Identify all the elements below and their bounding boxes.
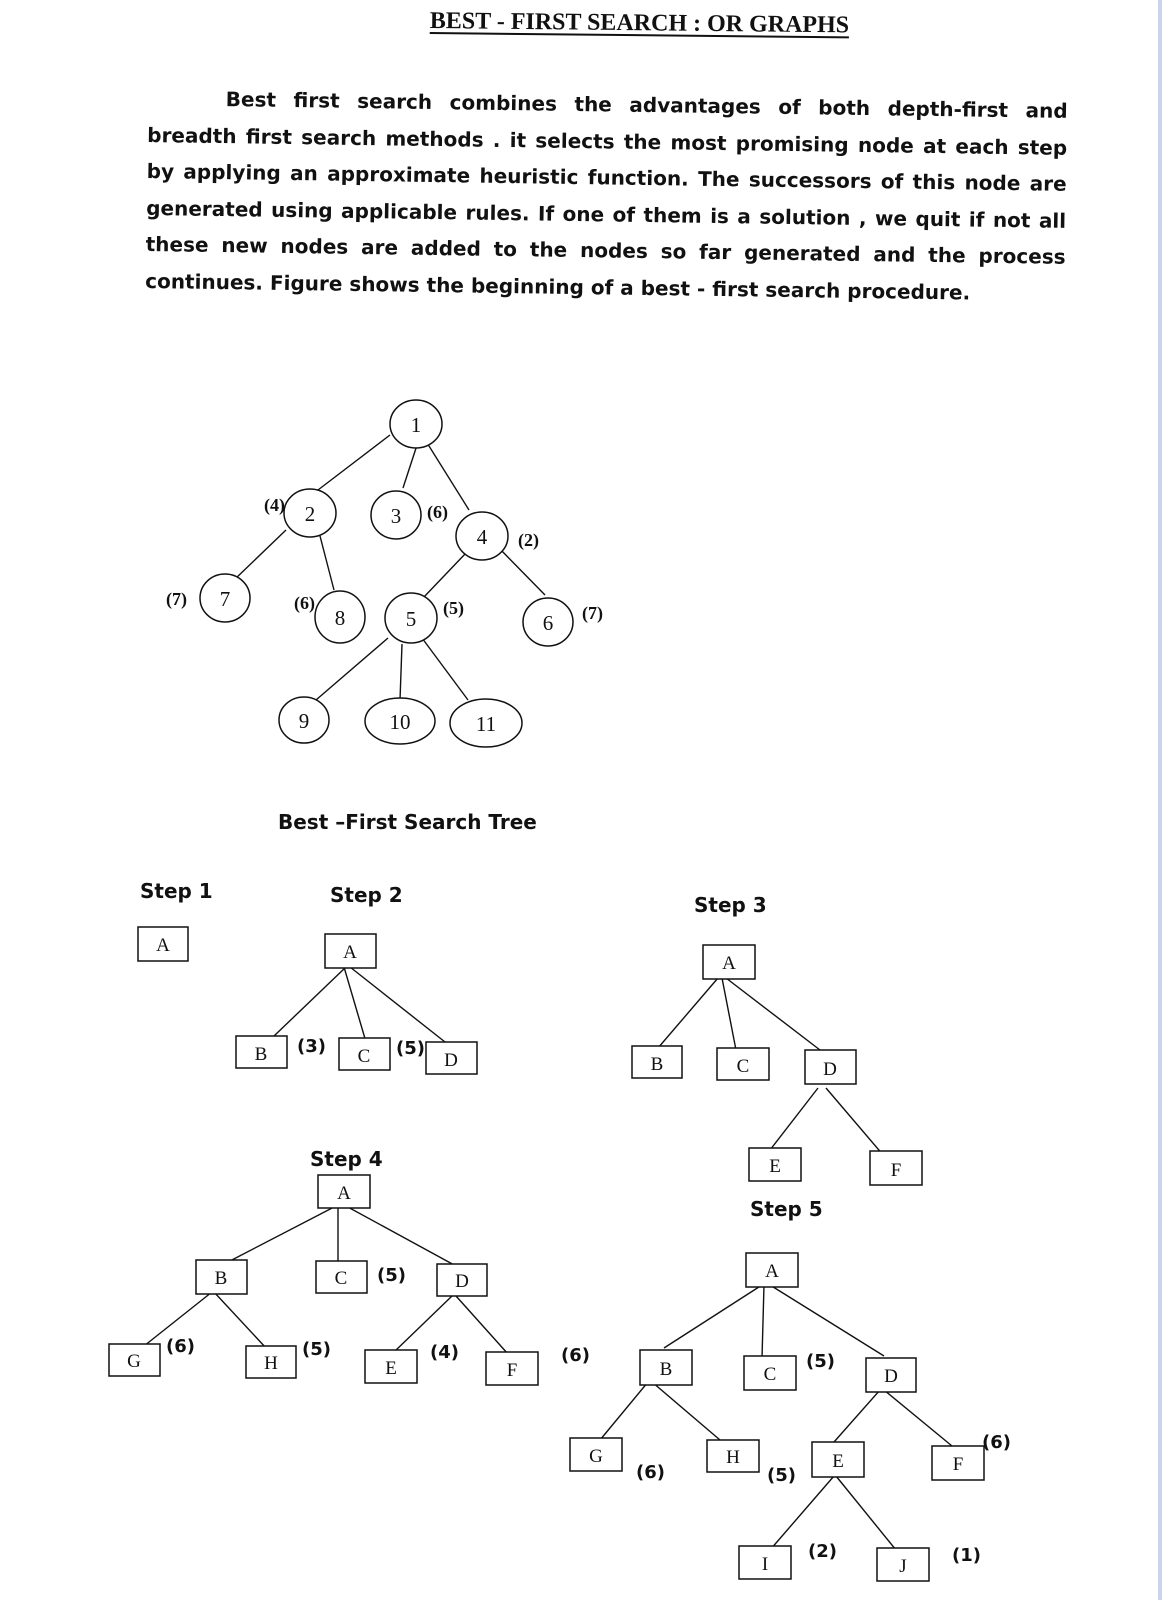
tree-edge xyxy=(350,967,445,1042)
step-label: Step 1 xyxy=(140,879,213,903)
graph-cost: (4) xyxy=(264,495,285,515)
tree-node-label: H xyxy=(726,1447,740,1468)
tree-edge xyxy=(722,978,736,1050)
tree-node-label: G xyxy=(589,1446,603,1467)
tree-node-label: B xyxy=(254,1044,268,1065)
tree-node-label: A xyxy=(722,953,736,974)
tree-edge xyxy=(836,1476,896,1550)
tree-node-label: J xyxy=(899,1556,907,1577)
tree-cost: (4) xyxy=(430,1342,459,1363)
tree-node-label: A xyxy=(343,942,357,963)
page-title: BEST - FIRST SEARCH : OR GRAPHS xyxy=(429,8,850,39)
graph-node-label: 11 xyxy=(475,712,497,736)
tree-edge xyxy=(884,1390,952,1446)
tree-cost: (5) xyxy=(396,1038,425,1059)
graph-cost: (6) xyxy=(427,502,448,522)
tree-edge xyxy=(762,1285,764,1358)
graph-cost: (7) xyxy=(582,603,603,623)
graph-edge xyxy=(423,553,466,598)
graph-node-label: 3 xyxy=(390,504,402,528)
scan-edge xyxy=(1158,0,1162,1600)
step-label: Step 5 xyxy=(750,1197,823,1221)
tree-edge xyxy=(600,1382,648,1440)
graph-edge xyxy=(424,438,469,510)
graph-edge xyxy=(400,644,402,700)
tree-edge xyxy=(770,1285,884,1356)
tree-cost: (3) xyxy=(297,1036,326,1057)
tree-edge xyxy=(456,1296,508,1354)
tree-cost: (5) xyxy=(377,1265,406,1286)
graph-edge xyxy=(498,547,545,595)
tree-node-label: D xyxy=(455,1271,469,1292)
graph-node-label: 2 xyxy=(304,502,316,526)
tree-edge xyxy=(770,1088,818,1150)
tree-node-label: C xyxy=(736,1056,750,1077)
step-label: Step 2 xyxy=(330,883,403,907)
tree-node-label: I xyxy=(761,1554,769,1575)
graph-node-label: 1 xyxy=(410,413,422,437)
step-label: Step 4 xyxy=(310,1147,383,1171)
tree-edge xyxy=(228,1206,336,1262)
graph-cost: (6) xyxy=(294,593,315,613)
tree-node-label: E xyxy=(385,1358,397,1379)
graph-cost: (2) xyxy=(518,530,539,550)
tree-node-label: F xyxy=(952,1454,964,1475)
tree-node-label: E xyxy=(832,1451,844,1472)
or-graph xyxy=(166,400,603,747)
tree-cost: (6) xyxy=(561,1345,590,1366)
step-5 xyxy=(570,1197,1011,1581)
step-1 xyxy=(138,879,213,961)
step-2 xyxy=(236,883,477,1074)
tree-edge xyxy=(344,967,366,1042)
tree-node-label: D xyxy=(884,1366,898,1387)
tree-node-label: C xyxy=(334,1268,348,1289)
tree-node-label: B xyxy=(214,1268,228,1289)
tree-node-label: D xyxy=(444,1050,458,1071)
tree-node-label: D xyxy=(823,1059,837,1080)
tree-node-label: F xyxy=(890,1160,902,1181)
graph-node-label: 4 xyxy=(476,525,488,549)
tree-cost: (2) xyxy=(808,1541,837,1562)
graph-edge xyxy=(234,530,286,580)
tree-edge xyxy=(826,1088,884,1156)
tree-cost: (6) xyxy=(636,1462,665,1483)
tree-edge xyxy=(834,1390,880,1442)
graph-cost: (5) xyxy=(443,598,464,618)
tree-edge xyxy=(274,967,346,1036)
tree-node-label: A xyxy=(765,1261,779,1282)
graph-edge xyxy=(403,442,418,488)
tree-edge xyxy=(658,978,718,1048)
step-label: Step 3 xyxy=(694,893,767,917)
tree-cost: (6) xyxy=(166,1336,195,1357)
tree-caption: Best –First Search Tree xyxy=(278,810,537,834)
tree-cost: (5) xyxy=(767,1465,796,1486)
tree-node-label: A xyxy=(156,935,170,956)
graph-edge xyxy=(422,638,468,700)
graph-edge xyxy=(320,536,334,590)
tree-cost: (1) xyxy=(952,1545,981,1566)
tree-node-label: C xyxy=(763,1364,777,1385)
step-4 xyxy=(109,1147,590,1385)
graph-node-label: 7 xyxy=(219,587,231,611)
tree-node-label: B xyxy=(659,1359,673,1380)
intro-paragraph: Best first search combines the advantages of both depth-first and breadth first search methods . it selects the most promising node at each step by applying an approximate heuristic function. The successors of this node are generated using applicable rules. If one of them is a solution , we quit if not all these new nodes are added to the nodes so far generated and the process continues. Figure shows the beginning of a best - first search procedure. xyxy=(145,87,1068,304)
tree-cost: (6) xyxy=(982,1432,1011,1453)
tree-node-label: H xyxy=(264,1353,278,1374)
graph-edge xyxy=(309,638,388,706)
graph-node-label: 9 xyxy=(298,709,310,733)
tree-edge xyxy=(346,1206,456,1266)
graph-node-label: 6 xyxy=(542,611,554,635)
tree-cost: (5) xyxy=(806,1351,835,1372)
tree-node-label: F xyxy=(506,1360,518,1381)
tree-edge xyxy=(214,1292,266,1348)
tree-node-label: A xyxy=(337,1183,351,1204)
tree-node-label: E xyxy=(769,1156,781,1177)
step-3 xyxy=(632,893,922,1185)
tree-edge xyxy=(770,1476,834,1550)
graph-node-label: 8 xyxy=(334,606,346,630)
graph-node-label: 10 xyxy=(389,710,411,734)
tree-edge xyxy=(652,1382,720,1440)
tree-edge xyxy=(664,1285,762,1348)
tree-edge xyxy=(726,978,820,1050)
graph-node-label: 5 xyxy=(405,607,417,631)
tree-node-label: B xyxy=(650,1054,664,1075)
tree-node-label: G xyxy=(127,1351,141,1372)
graph-edge xyxy=(318,435,390,490)
graph-cost: (7) xyxy=(166,589,187,609)
tree-cost: (5) xyxy=(302,1339,331,1360)
tree-node-label: C xyxy=(357,1046,371,1067)
